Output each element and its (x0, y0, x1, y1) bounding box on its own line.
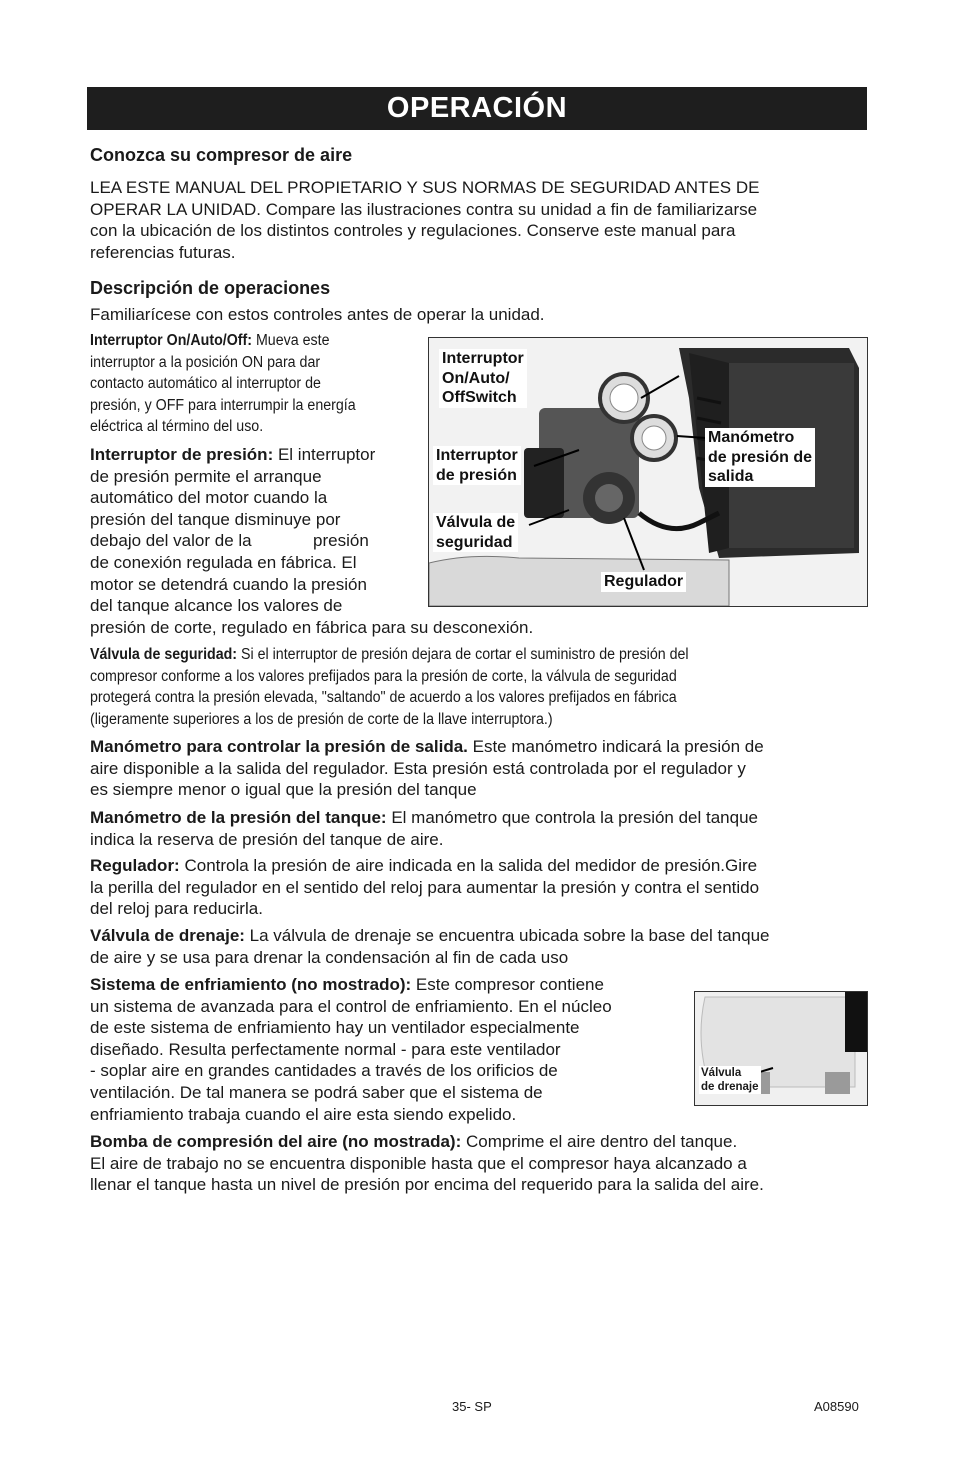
pressure-switch-line: automático del motor cuando la (90, 488, 328, 508)
heading-conozca: Conozca su compresor de aire (90, 145, 353, 165)
intro-paragraph (90, 177, 870, 263)
regulator-line: la perilla del regulador en el sentido del reloj para aumentar la presión y contra el sentido (90, 877, 760, 897)
safety-valve-line: (ligeramente superiores a los de presión de corte de la llave interruptora.) (90, 710, 553, 728)
pressure-switch-line: debajo del valor de la presión (90, 531, 369, 551)
label-switch: Interruptor On/Auto/ OffSwitch (439, 349, 527, 408)
pressure-switch-line: de presión permite el arranque (90, 466, 322, 486)
cooling-line: diseñado. Resulta perfectamente normal - para este ventilador (90, 1039, 561, 1059)
intro-line: OPERAR LA UNIDAD. Compare las ilustraciones contra su unidad a fin de familiarizarse (90, 199, 758, 219)
safety-valve-paragraph (90, 644, 871, 730)
regulator-paragraph (90, 855, 870, 920)
section-title-banner: OPERACIÓN (87, 87, 867, 130)
pressure-switch-line: presión del tanque disminuye por (90, 509, 341, 529)
intro-line: referencias futuras. (90, 242, 236, 262)
switch-line: eléctrica al término del uso. (90, 418, 264, 436)
heading-descripcion: Descripción de operaciones (90, 278, 331, 298)
switch-line: contacto automático al interruptor de (90, 375, 321, 393)
drain-valve-paragraph (90, 925, 870, 968)
drain-valve-figure (694, 991, 868, 1106)
term-outlet-gauge: Manómetro para controlar la presión de salida. (90, 737, 468, 756)
term-pressure-switch: Interruptor de presión: (90, 445, 274, 464)
switch-line: interruptor a la posición ON para dar (90, 353, 321, 371)
regulator-line: Controla la presión de aire indicada en la salida del medidor de presión.Gire (179, 856, 758, 875)
cooling-line: de este sistema de enfriamiento hay un ventilador especialmente (90, 1018, 580, 1038)
pressure-switch-line: presión de corte, regulado en fábrica para su desconexión. (90, 617, 534, 637)
pressure-switch-line: de conexión regulada en fábrica. El (90, 552, 357, 572)
document-code: A08590 (814, 1399, 859, 1414)
label-pressure-switch: Interruptor de presión (433, 446, 521, 485)
pressure-switch-line: del tanque alcance los valores de (90, 596, 343, 616)
pressure-switch-line: motor se detendrá cuando la presión (90, 574, 367, 594)
term-pump: Bomba de compresión del aire (no mostrada): (90, 1132, 462, 1151)
intro-line: con la ubicación de los distintos controles y regulaciones. Conserve este manual para (90, 221, 736, 241)
safety-valve-line: compresor conforme a los valores prefijados para la presión de corte, la válvula de seguridad (90, 667, 677, 685)
safety-valve-line: Si el interruptor de presión dejara de cortar el suministro de presión del (237, 646, 689, 663)
cooling-line: un sistema de avanzada para el control de enfriamiento. En el núcleo (90, 996, 612, 1016)
cooling-line: Este compresor contiene (411, 975, 604, 994)
regulator-line: del reloj para reducirla. (90, 899, 263, 919)
outlet-gauge-line: aire disponible a la salida del regulador. Esta presión está controlada por el regulador y (90, 758, 746, 778)
page-number: 35- SP (452, 1399, 492, 1414)
cooling-line: enfriamiento trabaja cuando el aire esta siendo expelido. (90, 1104, 517, 1124)
pump-line: Comprime el aire dentro del tanque. (461, 1132, 738, 1151)
outlet-gauge-line: es siempre menor o igual que la presión del tanque (90, 780, 477, 800)
pump-line: El aire de trabajo no se encuentra disponible hasta que el compresor haya alcanzado a (90, 1153, 747, 1173)
outlet-gauge-line: Este manómetro indicará la presión de (467, 737, 764, 756)
term-regulator: Regulador: (90, 856, 180, 875)
term-safety-valve: Válvula de seguridad: (90, 646, 238, 663)
label-outlet-gauge: Manómetro de presión de salida (705, 428, 815, 487)
term-switch: Interruptor On/Auto/Off: (90, 332, 252, 349)
term-tank-gauge: Manómetro de la presión del tanque: (90, 808, 387, 827)
intro-line: LEA ESTE MANUAL DEL PROPIETARIO Y SUS NORMAS DE SEGURIDAD ANTES DE (90, 178, 760, 197)
label-drain-valve: Válvula de drenaje (701, 1067, 759, 1093)
label-safety-valve: Válvula de seguridad (433, 513, 518, 552)
switch-line: Mueva este (251, 332, 330, 349)
term-cooling: Sistema de enfriamiento (no mostrado): (90, 975, 412, 994)
tank-gauge-line: indica la reserva de presión del tanque de aire. (90, 829, 444, 849)
term-drain-valve: Válvula de drenaje: (90, 926, 245, 945)
cooling-paragraph (90, 974, 690, 1125)
outlet-gauge-paragraph (90, 736, 870, 801)
tank-gauge-paragraph (90, 807, 870, 850)
cooling-line: ventilación. De tal manera se podrá saber que el sistema de (90, 1082, 543, 1102)
drain-valve-line: La válvula de drenaje se encuentra ubicada sobre la base del tanque (244, 926, 770, 945)
pump-line: llenar el tanque hasta un nivel de presión por encima del requerido para la salida del aire. (90, 1175, 764, 1195)
label-regulator: Regulador (601, 572, 686, 592)
pump-paragraph (90, 1131, 880, 1196)
descripcion-intro: Familiarícese con estos controles antes de operar la unidad. (90, 305, 545, 324)
pressure-switch-line: El interruptor (273, 445, 376, 464)
compressor-controls-figure (428, 337, 868, 607)
drain-valve-line: de aire y se usa para drenar la condensación al fin de cada uso (90, 947, 569, 967)
tank-gauge-line: El manómetro que controla la presión del tanque (386, 808, 759, 827)
switch-line: presión, y OFF para interrumpir la energía (90, 396, 356, 414)
switch-paragraph (90, 330, 397, 438)
safety-valve-line: protegerá contra la presión elevada, "saltando" de acuerdo a los valores prefijados en fábrica (90, 689, 677, 707)
cooling-line: - soplar aire en grandes cantidades a través de los orificios de (90, 1061, 558, 1081)
